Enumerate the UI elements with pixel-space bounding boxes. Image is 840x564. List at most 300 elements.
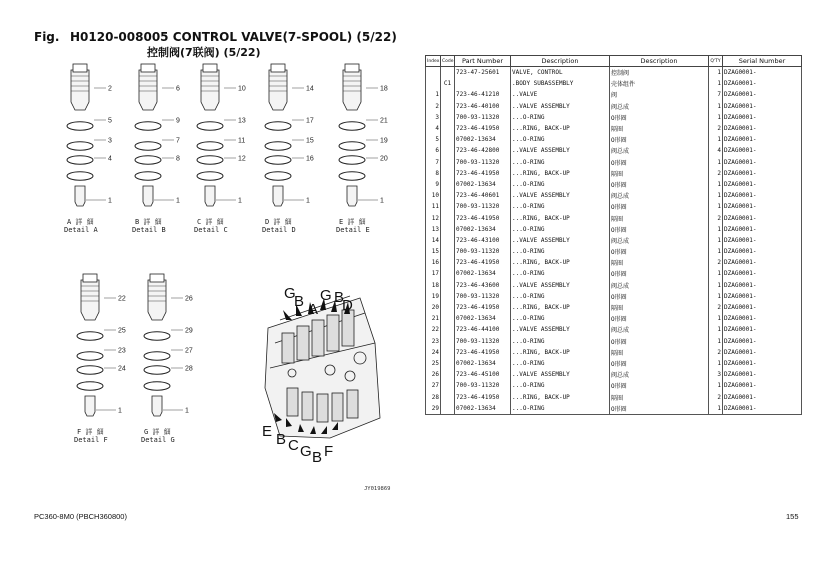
cell-serial: DZAG0001-	[723, 369, 802, 380]
cell-description-en: ...O-RING	[511, 291, 610, 302]
cell-code	[441, 291, 455, 302]
poppet-valve	[85, 396, 95, 416]
table-row	[426, 179, 802, 190]
cell-code	[441, 123, 455, 134]
cell-code	[441, 246, 455, 257]
table-row	[426, 369, 802, 380]
poppet-valve	[143, 186, 153, 206]
cell-serial: DZAG0001-	[723, 78, 802, 89]
cell-description-en: ...O-RING	[511, 201, 610, 212]
cell-code	[441, 145, 455, 156]
table-row	[426, 302, 802, 313]
cell-part-number: 07002-13634	[455, 313, 511, 324]
cell-part-number: 700-93-11320	[455, 201, 511, 212]
cell-description-en: ..VALVE ASSEMBLY	[511, 101, 610, 112]
seal-ring	[135, 172, 161, 180]
cell-index: 27	[426, 380, 441, 391]
table-row	[426, 145, 802, 156]
seal-ring	[197, 156, 223, 164]
cell-description-en: ...RING, BACK-UP	[511, 347, 610, 358]
cell-index: 20	[426, 302, 441, 313]
assembly-letter: B	[312, 449, 323, 466]
cell-qty: 2	[709, 212, 723, 223]
valve-assembly-block	[265, 296, 380, 438]
table-row	[426, 380, 802, 391]
cell-description-en: ...O-RING	[511, 268, 610, 279]
cell-serial: DZAG0001-	[723, 67, 802, 79]
cell-part-number: 723-46-41950	[455, 257, 511, 268]
cell-code	[441, 268, 455, 279]
table-row	[426, 67, 802, 79]
assembly-letter: B	[276, 431, 287, 448]
cell-code	[441, 380, 455, 391]
cell-code	[441, 157, 455, 168]
col-serial: Serial Number	[723, 56, 802, 67]
cell-description-cn: 隔圈	[610, 257, 709, 268]
cell-code	[441, 101, 455, 112]
cell-qty: 1	[709, 157, 723, 168]
cell-description-en: VALVE, CONTROL	[511, 67, 610, 79]
assembly-letter: F	[324, 443, 334, 460]
cell-part-number: 07002-13634	[455, 403, 511, 415]
seal-ring	[265, 122, 291, 130]
callout-number: 22	[118, 295, 126, 303]
callout-number: 26	[185, 295, 193, 303]
callout-number: 10	[238, 85, 246, 93]
callout-number: 14	[306, 85, 314, 93]
cell-description-cn: 阀总成	[610, 190, 709, 201]
cell-index: 2	[426, 101, 441, 112]
table-row	[426, 358, 802, 369]
table-row	[426, 235, 802, 246]
cell-description-en: ...O-RING	[511, 134, 610, 145]
cell-index: 18	[426, 280, 441, 291]
cell-index: 17	[426, 268, 441, 279]
callout-number: 17	[306, 117, 314, 125]
cell-part-number: 723-46-41210	[455, 89, 511, 100]
cell-part-number: 700-93-11320	[455, 380, 511, 391]
cell-code	[441, 336, 455, 347]
cell-description-cn: O形圈	[610, 224, 709, 235]
cell-description-en: ...O-RING	[511, 380, 610, 391]
cell-part-number: 723-46-42800	[455, 145, 511, 156]
seal-ring	[144, 352, 170, 360]
poppet-valve	[75, 186, 85, 206]
callout-number: 27	[185, 347, 193, 355]
cell-serial: DZAG0001-	[723, 157, 802, 168]
cell-description-en: ..VALVE ASSEMBLY	[511, 145, 610, 156]
detail-label-en: Detail E	[336, 226, 370, 234]
table-row	[426, 224, 802, 235]
poppet-valve	[205, 186, 215, 206]
page-title: H0120-008005 CONTROL VALVE(7-SPOOL) (5/22)	[70, 30, 397, 44]
seal-ring	[67, 156, 93, 164]
cell-index: 1	[426, 89, 441, 100]
callout-number: 9	[176, 117, 180, 125]
poppet-valve	[347, 186, 357, 206]
cell-index: 9	[426, 179, 441, 190]
cell-serial: DZAG0001-	[723, 134, 802, 145]
cell-description-en: ...RING, BACK-UP	[511, 257, 610, 268]
cell-code	[441, 179, 455, 190]
cell-serial: DZAG0001-	[723, 224, 802, 235]
detail-group	[64, 64, 112, 234]
cell-index: 28	[426, 391, 441, 402]
cell-qty: 1	[709, 280, 723, 291]
callout-number: 13	[238, 117, 246, 125]
callout-number: 5	[108, 117, 112, 125]
cell-qty: 1	[709, 324, 723, 335]
cell-code	[441, 212, 455, 223]
cell-serial: DZAG0001-	[723, 212, 802, 223]
cell-description-cn: O形圈	[610, 246, 709, 257]
table-row	[426, 403, 802, 415]
callout-number: 18	[380, 85, 388, 93]
detail-label-en: Detail D	[262, 226, 296, 234]
cell-index: 8	[426, 168, 441, 179]
detail-group	[74, 274, 126, 444]
detail-label-en: Detail C	[194, 226, 228, 234]
cell-code	[441, 391, 455, 402]
callout-number: 2	[108, 85, 112, 93]
cell-qty: 2	[709, 168, 723, 179]
cell-description-cn: O形圈	[610, 403, 709, 415]
detail-label-jp: C 詳 細	[197, 218, 224, 226]
cell-index: 12	[426, 212, 441, 223]
cell-description-en: ..VALVE ASSEMBLY	[511, 190, 610, 201]
cell-qty: 1	[709, 268, 723, 279]
cell-part-number: 700-93-11320	[455, 246, 511, 257]
cell-description-en: ...RING, BACK-UP	[511, 123, 610, 134]
cell-description-cn: O形圈	[610, 380, 709, 391]
detail-label-jp: A 詳 細	[67, 218, 94, 226]
cell-description-en: ...O-RING	[511, 224, 610, 235]
seal-ring	[77, 332, 103, 340]
cell-part-number: 723-46-41950	[455, 302, 511, 313]
table-row	[426, 101, 802, 112]
assembly-letter: A	[308, 301, 319, 318]
detail-label-jp: E 詳 細	[339, 218, 366, 226]
cell-part-number: 700-93-11320	[455, 112, 511, 123]
cell-code	[441, 235, 455, 246]
table-row	[426, 268, 802, 279]
cell-description-cn: 隔圈	[610, 302, 709, 313]
cell-description-cn: 控制阀	[610, 67, 709, 79]
cell-serial: DZAG0001-	[723, 358, 802, 369]
cell-serial: DZAG0001-	[723, 112, 802, 123]
cell-description-cn: 阀总成	[610, 280, 709, 291]
seal-ring	[339, 156, 365, 164]
cell-description-cn: 隔圈	[610, 391, 709, 402]
assembly-letter: G	[300, 443, 312, 460]
cell-code	[441, 369, 455, 380]
cell-part-number: 723-46-40601	[455, 190, 511, 201]
cell-qty: 1	[709, 112, 723, 123]
page-subtitle: 控制阀(7联阀) (5/22)	[147, 46, 261, 59]
cell-code	[441, 201, 455, 212]
callout-number: 1	[306, 197, 310, 205]
col-part-number: Part Number	[455, 56, 511, 67]
table-row	[426, 291, 802, 302]
seal-ring	[67, 122, 93, 130]
col-index: Index	[426, 56, 441, 67]
cell-qty: 2	[709, 391, 723, 402]
cell-serial: DZAG0001-	[723, 347, 802, 358]
callout-number: 24	[118, 365, 126, 373]
callout-number: 1	[108, 197, 112, 205]
cell-serial: DZAG0001-	[723, 380, 802, 391]
cell-part-number: 07002-13634	[455, 134, 511, 145]
seal-ring	[265, 142, 291, 150]
cell-part-number: 723-46-45100	[455, 369, 511, 380]
callout-number: 23	[118, 347, 126, 355]
table-row	[426, 324, 802, 335]
cell-description-cn: O形圈	[610, 179, 709, 190]
cell-index	[426, 67, 441, 79]
cell-qty: 2	[709, 257, 723, 268]
callout-number: 1	[238, 197, 242, 205]
table-row	[426, 157, 802, 168]
cell-serial: DZAG0001-	[723, 179, 802, 190]
seal-ring	[144, 382, 170, 390]
cell-code	[441, 89, 455, 100]
cell-index: 23	[426, 336, 441, 347]
cell-serial: DZAG0001-	[723, 246, 802, 257]
detail-label-jp: D 詳 細	[265, 218, 292, 226]
col-description-en: Description	[511, 56, 610, 67]
seal-ring	[77, 366, 103, 374]
assembly-letter: B	[334, 289, 345, 306]
cell-serial: DZAG0001-	[723, 280, 802, 291]
cell-qty: 1	[709, 246, 723, 257]
detail-label-jp: F 詳 細	[77, 428, 104, 436]
cell-part-number: 07002-13634	[455, 224, 511, 235]
cell-description-cn: O形圈	[610, 157, 709, 168]
table-row	[426, 112, 802, 123]
cell-part-number	[455, 78, 511, 89]
cell-index: 7	[426, 157, 441, 168]
cell-serial: DZAG0001-	[723, 257, 802, 268]
footer-model: PC360-8M0 (PBCH360800)	[34, 512, 127, 521]
callout-number: 8	[176, 155, 180, 163]
cell-description-cn: 阀总成	[610, 324, 709, 335]
table-row	[426, 123, 802, 134]
callout-number: 21	[380, 117, 388, 125]
col-code: Code	[441, 56, 455, 67]
cell-qty: 1	[709, 101, 723, 112]
cell-description-cn: 壳体组件	[610, 78, 709, 89]
exploded-parts-drawing	[30, 58, 430, 498]
detail-label-en: Detail B	[132, 226, 166, 234]
parts-table	[425, 55, 802, 415]
callout-number: 12	[238, 155, 246, 163]
table-row	[426, 313, 802, 324]
seal-ring	[77, 382, 103, 390]
assembly-letter: B	[294, 293, 305, 310]
assembly-letter: E	[262, 423, 273, 440]
cell-description-en: ...O-RING	[511, 157, 610, 168]
cell-description-cn: O形圈	[610, 358, 709, 369]
cell-part-number: 700-93-11320	[455, 291, 511, 302]
cell-code	[441, 403, 455, 415]
detail-group	[262, 64, 314, 234]
cell-qty: 1	[709, 201, 723, 212]
cell-description-en: ..VALVE	[511, 89, 610, 100]
cell-description-cn: 阀总成	[610, 235, 709, 246]
cell-qty: 1	[709, 380, 723, 391]
cell-code	[441, 280, 455, 291]
callout-number: 29	[185, 327, 193, 335]
cell-serial: DZAG0001-	[723, 89, 802, 100]
assembly-letter: G	[284, 285, 296, 302]
detail-label-jp: G 詳 細	[144, 428, 171, 436]
table-row	[426, 201, 802, 212]
cell-description-en: ..VALVE ASSEMBLY	[511, 324, 610, 335]
cell-part-number: 723-46-43100	[455, 235, 511, 246]
cell-description-cn: 阀总成	[610, 145, 709, 156]
cell-qty: 2	[709, 302, 723, 313]
cell-qty: 1	[709, 358, 723, 369]
cell-description-cn: O形圈	[610, 268, 709, 279]
table-row	[426, 78, 802, 89]
cell-part-number: 723-46-41950	[455, 168, 511, 179]
callout-number: 1	[118, 407, 122, 415]
cell-code	[441, 358, 455, 369]
cell-part-number: 723-46-41950	[455, 123, 511, 134]
cell-code	[441, 224, 455, 235]
col-qty: Q'TY	[709, 56, 723, 67]
callout-number: 3	[108, 137, 112, 145]
cell-qty: 1	[709, 403, 723, 415]
callout-number: 1	[380, 197, 384, 205]
cell-index: 15	[426, 246, 441, 257]
cell-description-en: ...RING, BACK-UP	[511, 168, 610, 179]
seal-ring	[265, 172, 291, 180]
table-row	[426, 246, 802, 257]
poppet-valve	[273, 186, 283, 206]
cell-index: 29	[426, 403, 441, 415]
cell-description-cn: 阀	[610, 89, 709, 100]
detail-label-en: Detail G	[141, 436, 175, 444]
seal-ring	[67, 172, 93, 180]
seal-ring	[135, 142, 161, 150]
cell-index: 14	[426, 235, 441, 246]
valve-cap	[73, 64, 87, 72]
cell-qty: 1	[709, 291, 723, 302]
callout-number: 16	[306, 155, 314, 163]
seal-ring	[67, 142, 93, 150]
valve-cap	[83, 274, 97, 282]
callout-number: 15	[306, 137, 314, 145]
cell-part-number: 723-47-25601	[455, 67, 511, 79]
cell-index	[426, 78, 441, 89]
seal-ring	[135, 156, 161, 164]
cell-index: 5	[426, 134, 441, 145]
cell-part-number: 07002-13634	[455, 358, 511, 369]
seal-ring	[197, 172, 223, 180]
valve-cap	[150, 274, 164, 282]
valve-cap	[271, 64, 285, 72]
cell-serial: DZAG0001-	[723, 235, 802, 246]
cell-serial: DZAG0001-	[723, 101, 802, 112]
callout-number: 19	[380, 137, 388, 145]
cell-code	[441, 112, 455, 123]
cell-code	[441, 190, 455, 201]
cell-index: 10	[426, 190, 441, 201]
cell-qty: 1	[709, 179, 723, 190]
cell-description-cn: O形圈	[610, 291, 709, 302]
cell-description-cn: 阀总成	[610, 101, 709, 112]
table-row	[426, 280, 802, 291]
cell-part-number: 700-93-11320	[455, 157, 511, 168]
cell-index: 24	[426, 347, 441, 358]
cell-serial: DZAG0001-	[723, 268, 802, 279]
table-row	[426, 347, 802, 358]
cell-index: 21	[426, 313, 441, 324]
cell-code	[441, 134, 455, 145]
callout-number: 7	[176, 137, 180, 145]
callout-number: 20	[380, 155, 388, 163]
cell-code	[441, 67, 455, 79]
valve-cap	[141, 64, 155, 72]
cell-description-en: ..VALVE ASSEMBLY	[511, 280, 610, 291]
cell-description-en: ...RING, BACK-UP	[511, 391, 610, 402]
cell-description-en: ..VALVE ASSEMBLY	[511, 369, 610, 380]
cell-description-cn: 隔圈	[610, 168, 709, 179]
cell-index: 25	[426, 358, 441, 369]
assembly-letter: D	[342, 297, 353, 314]
cell-qty: 2	[709, 123, 723, 134]
table-row	[426, 190, 802, 201]
cell-serial: DZAG0001-	[723, 201, 802, 212]
cell-code: C1	[441, 78, 455, 89]
cell-code	[441, 313, 455, 324]
callout-number: 6	[176, 85, 180, 93]
callout-number: 11	[238, 137, 246, 145]
assembly-letter: C	[288, 437, 299, 454]
detail-label-en: Detail A	[64, 226, 98, 234]
cell-qty: 1	[709, 134, 723, 145]
cell-part-number: 07002-13634	[455, 179, 511, 190]
cell-serial: DZAG0001-	[723, 302, 802, 313]
cell-serial: DZAG0001-	[723, 190, 802, 201]
table-row	[426, 134, 802, 145]
cell-qty: 1	[709, 235, 723, 246]
cell-description-en: ...O-RING	[511, 358, 610, 369]
detail-group	[141, 274, 193, 444]
cell-part-number: 700-93-11320	[455, 336, 511, 347]
cell-index: 6	[426, 145, 441, 156]
callout-number: 4	[108, 155, 112, 163]
cell-index: 3	[426, 112, 441, 123]
cell-serial: DZAG0001-	[723, 145, 802, 156]
seal-ring	[339, 122, 365, 130]
cell-index: 16	[426, 257, 441, 268]
cell-serial: DZAG0001-	[723, 324, 802, 335]
cell-serial: DZAG0001-	[723, 168, 802, 179]
cell-code	[441, 324, 455, 335]
cell-code	[441, 347, 455, 358]
callout-number: 1	[176, 197, 180, 205]
cell-description-cn: O形圈	[610, 112, 709, 123]
seal-ring	[197, 142, 223, 150]
table-row	[426, 168, 802, 179]
cell-description-cn: O形圈	[610, 134, 709, 145]
seal-ring	[265, 156, 291, 164]
cell-qty: 1	[709, 190, 723, 201]
seal-ring	[135, 122, 161, 130]
valve-cap	[345, 64, 359, 72]
